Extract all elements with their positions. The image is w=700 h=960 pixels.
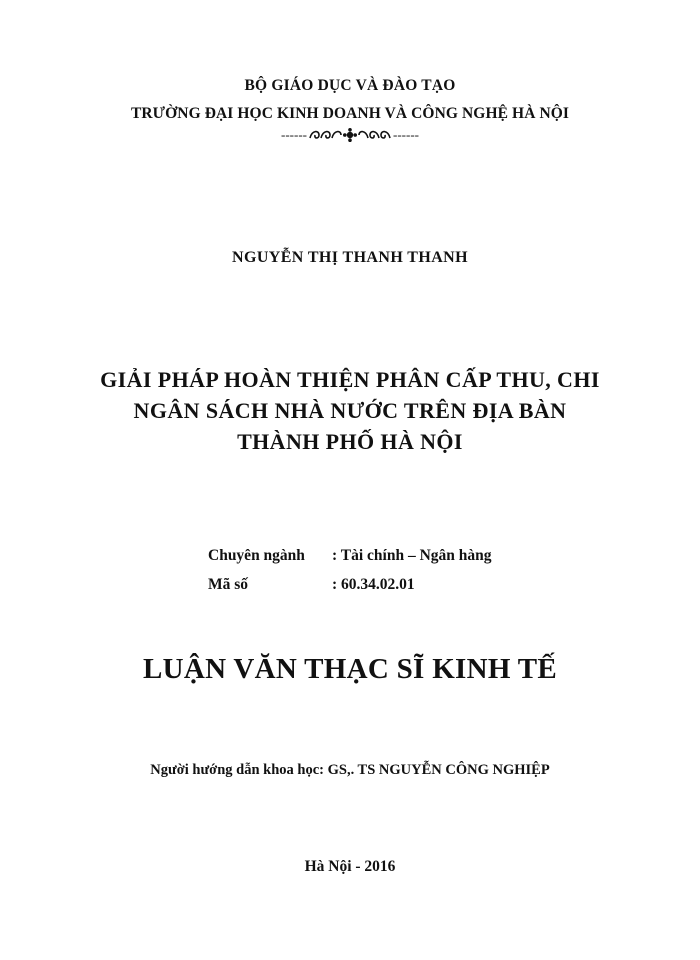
header-ornament [0, 127, 700, 143]
major-row [208, 541, 492, 570]
code-value: : 60.34.02.01 [332, 576, 415, 593]
author-name: NGUYỄN THỊ THANH THANH [232, 249, 468, 266]
degree-title: LUẬN VĂN THẠC SĨ KINH TẾ [142, 653, 558, 685]
major-value: : Tài chính – Ngân hàng [332, 547, 492, 564]
university-name: TRƯỜNG ĐẠI HỌC KINH DOANH VÀ CÔNG NGHỆ HÀ NỘI [130, 105, 570, 122]
thesis-title-line-1: GIẢI PHÁP HOÀN THIỆN PHÂN CẤP THU, CHI [100, 367, 600, 392]
ministry-name: BỘ GIÁO DỤC VÀ ĐÀO TẠO [244, 77, 456, 94]
floral-ornament-icon [307, 128, 393, 142]
thesis-title-line-2: NGÂN SÁCH NHÀ NƯỚC TRÊN ĐỊA BÀN [133, 398, 567, 423]
ornament-left-dashes: ------ [281, 127, 307, 142]
thesis-meta [208, 541, 492, 599]
major-label: Chuyên ngành [208, 547, 305, 564]
advisor-line: Người hướng dẫn khoa học: GS,. TS NGUYỄN CÔNG NGHIỆP [150, 762, 550, 778]
code-label: Mã số [208, 576, 249, 593]
ornament-right-dashes: ------ [393, 127, 419, 142]
code-row [208, 570, 492, 599]
place-date: Hà Nội - 2016 [304, 858, 396, 875]
thesis-title-line-3: THÀNH PHỐ HÀ NỘI [237, 429, 463, 454]
thesis-title [0, 364, 700, 457]
